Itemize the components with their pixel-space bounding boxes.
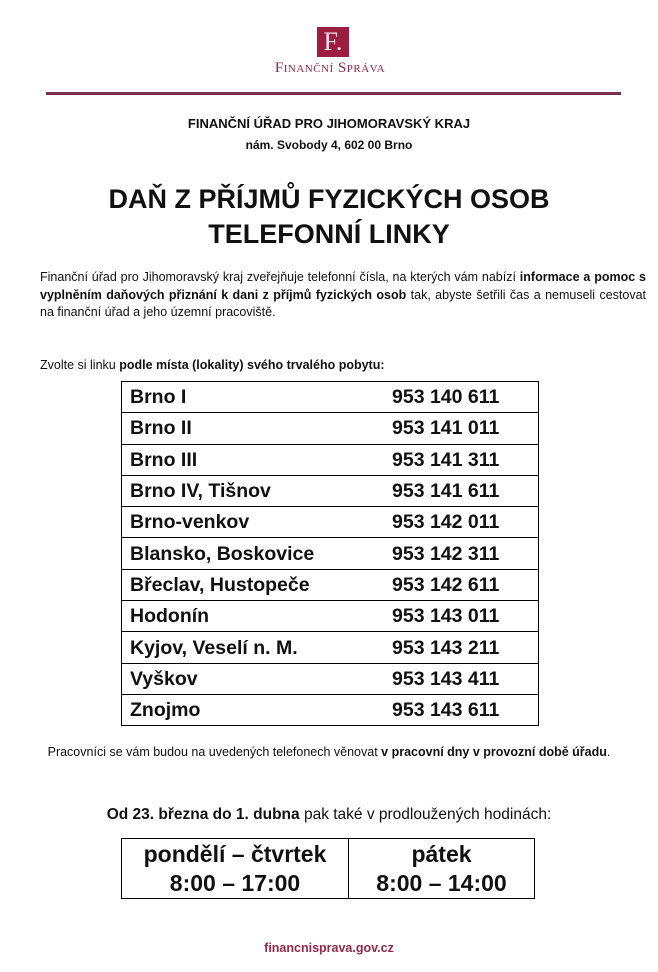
table-row xyxy=(122,507,539,538)
office-name: FINANČNÍ ÚŘAD PRO JIHOMORAVSKÝ KRAJ xyxy=(187,116,471,131)
table-row xyxy=(122,382,539,413)
location-cell: Brno III xyxy=(122,444,377,475)
time-range: 8:00 – 14:00 xyxy=(376,869,507,896)
intro-text-2: tak, abyste šetřili čas a nemuseli cestovat na finanční úřad a jeho územní pracoviště. xyxy=(40,287,647,319)
logo-text: Finanční Správa xyxy=(274,60,386,76)
location-cell: Brno II xyxy=(122,413,377,444)
table-row xyxy=(122,444,539,475)
table-row xyxy=(122,694,539,725)
intro-text-1: Finanční úřad pro Jihomoravský kraj zveřejňuje telefonní čísla, na kterých vám nabízí xyxy=(40,270,520,284)
staff-note-suffix: . xyxy=(606,745,611,759)
choose-bold: podle místa (lokality) svého trvalého pobytu: xyxy=(119,358,385,372)
phone-lines-table xyxy=(121,381,539,726)
title-line-1: DAŇ Z PŘÍJMŮ FYZICKÝCH OSOB xyxy=(108,184,550,214)
phone-number-cell: 953 141 011 xyxy=(376,413,539,444)
phone-number-cell: 953 142 311 xyxy=(376,538,539,569)
days-label: pondělí – čtvrtek xyxy=(143,840,327,867)
phone-number-cell: 953 143 611 xyxy=(376,694,539,725)
location-cell: Brno IV, Tišnov xyxy=(122,475,377,506)
phone-number-cell: 953 142 611 xyxy=(376,569,539,600)
logo-mark: F. xyxy=(317,27,349,57)
phone-number-cell: 953 141 611 xyxy=(376,475,539,506)
location-cell: Kyjov, Veselí n. M. xyxy=(122,632,377,663)
location-cell: Blansko, Boskovice xyxy=(122,538,377,569)
intro-paragraph xyxy=(40,269,646,322)
location-cell: Brno I xyxy=(122,382,377,413)
location-cell: Brno-venkov xyxy=(122,507,377,538)
extended-date-range: Od 23. března do 1. dubna xyxy=(106,806,300,823)
location-cell: Znojmo xyxy=(122,694,377,725)
staff-note-bold: v pracovní dny v provozní době úřadu xyxy=(381,745,607,759)
days-label: pátek xyxy=(411,840,472,867)
phone-number-cell: 953 140 611 xyxy=(376,382,539,413)
extended-hours-heading xyxy=(0,806,658,824)
choose-line-instruction xyxy=(40,358,385,372)
table-row xyxy=(122,475,539,506)
table-row xyxy=(122,413,539,444)
office-address: nám. Svobody 4, 602 00 Brno xyxy=(245,138,413,152)
hours-cell-fri xyxy=(349,839,535,899)
phone-number-cell: 953 143 211 xyxy=(376,632,539,663)
table-row xyxy=(122,538,539,569)
staff-note-prefix: Pracovníci se vám budou na uvedených telefonech věnovat xyxy=(47,745,382,759)
table-row xyxy=(122,839,535,899)
extended-rest: pak také v prodloužených hodinách: xyxy=(299,806,552,823)
table-row xyxy=(122,569,539,600)
extended-hours-table xyxy=(121,838,535,899)
phone-number-cell: 953 143 411 xyxy=(376,663,539,694)
table-row xyxy=(122,601,539,632)
page-title xyxy=(0,182,658,252)
location-cell: Hodonín xyxy=(122,601,377,632)
phone-number-cell: 953 143 011 xyxy=(376,601,539,632)
table-row xyxy=(122,632,539,663)
location-cell: Břeclav, Hustopeče xyxy=(122,569,377,600)
table-row xyxy=(122,663,539,694)
title-line-2: TELEFONNÍ LINKY xyxy=(208,219,450,249)
intro-bold: informace a pomoc s vyplněním daňových přiznání k dani z příjmů fyzických osob xyxy=(40,270,646,302)
choose-prefix: Zvolte si linku xyxy=(40,358,120,372)
phone-number-cell: 953 141 311 xyxy=(376,444,539,475)
phone-number-cell: 953 142 011 xyxy=(376,507,539,538)
header-divider xyxy=(46,92,621,95)
footer-website-link[interactable]: financnisprava.gov.cz xyxy=(264,941,394,955)
time-range: 8:00 – 17:00 xyxy=(169,869,301,896)
hours-cell-mon-thu xyxy=(122,839,349,899)
location-cell: Vyškov xyxy=(122,663,377,694)
staff-availability-note xyxy=(0,745,658,759)
